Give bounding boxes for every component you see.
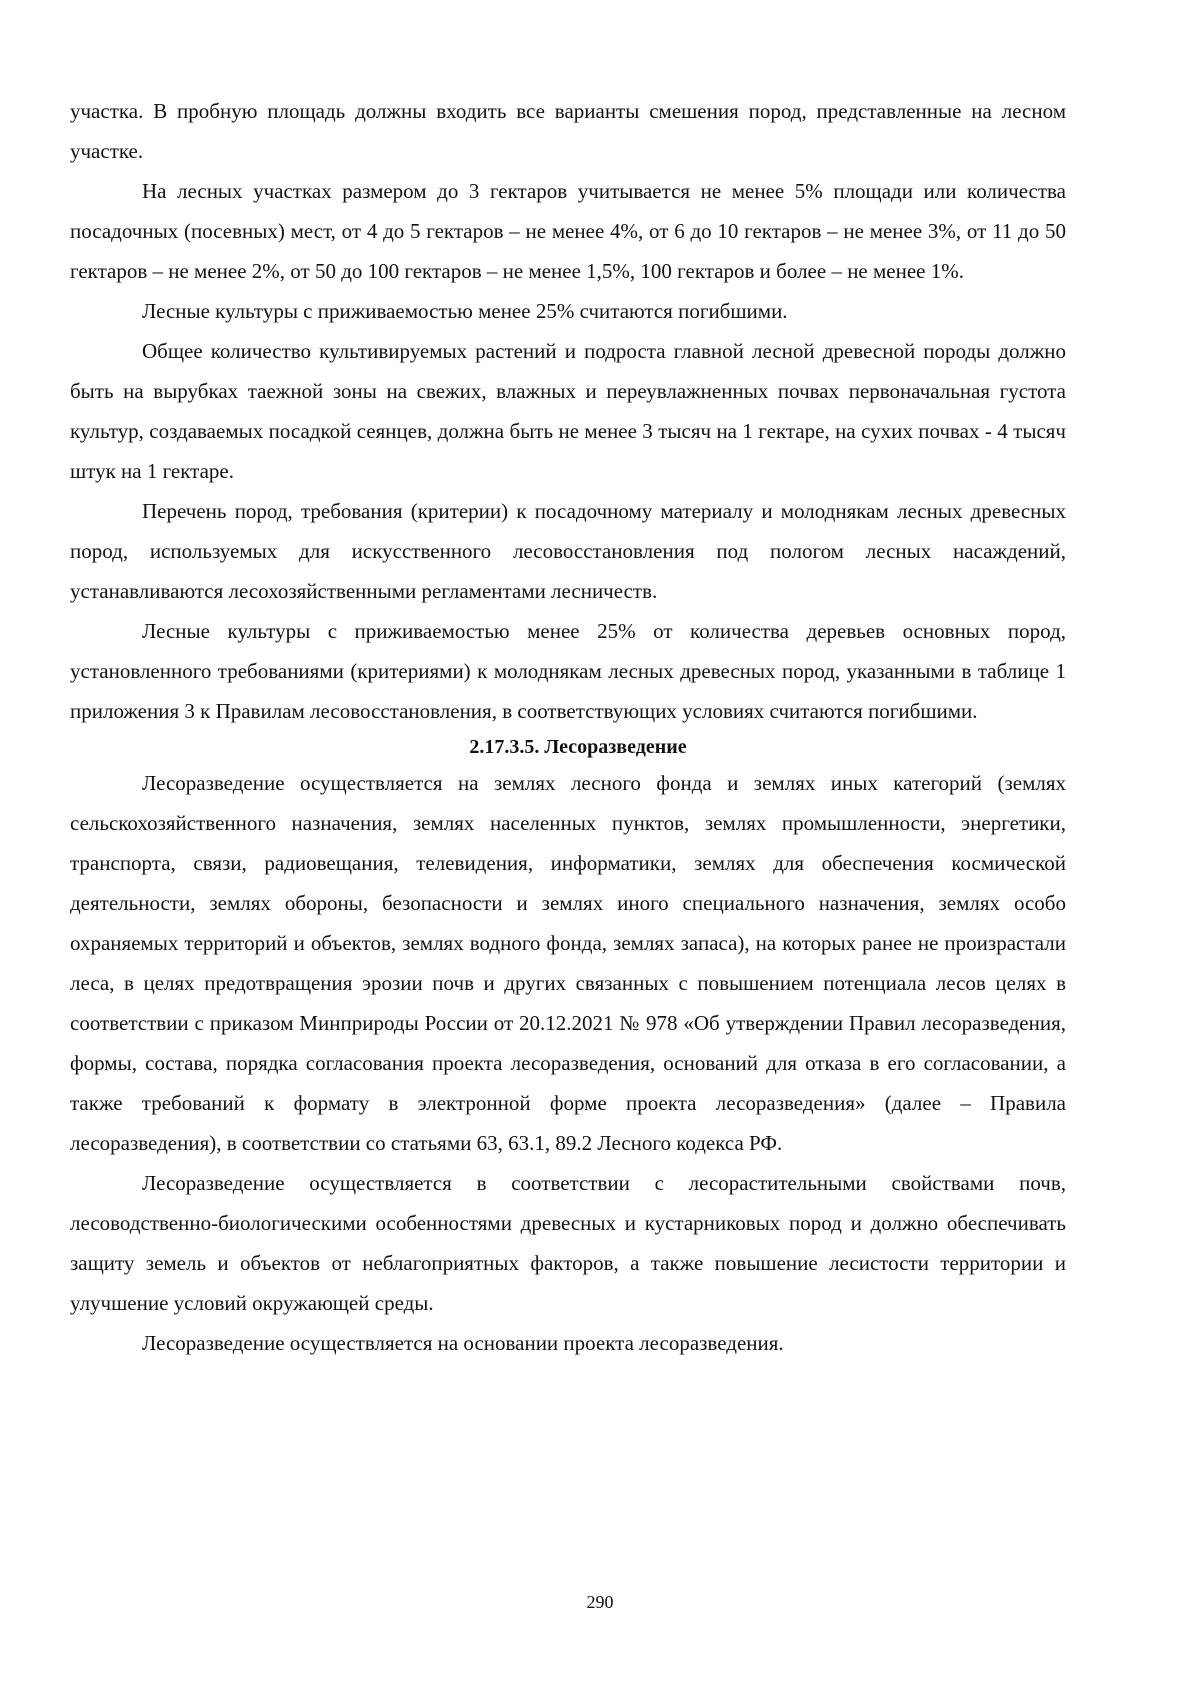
paragraph: Лесные культуры с приживаемостью менее 25% от количества деревьев основных пород, установленного требованиями (критериями) к молоднякам лесных древесных пород, указанными в таблице 1 приложения 3 к Правилам лесовосстановления, в соответствующих условиях считаются погибшими.: [70, 619, 1066, 723]
paragraph: Лесоразведение осуществляется на землях лесного фонда и землях иных категорий (землях сельскохозяйственного назначения, землях населенных пунктов, землях промышленности, энергетики, транспорта, связи, радиовещания, телевидения, информатики, землях для обеспечения космической деятельности, землях обороны, безопасности и землях иного специального назначения, землях особо охраняемых территорий и объектов, землях водного фонда, землях запаса), на которых ранее не произрастали леса, в целях предотвращения эрозии почв и других связанных с повышением потенциала лесов целях в соответствии с приказом Минприроды России от 20.12.2021 № 978 «Об утверждении Правил лесоразведения, формы, состава, порядка согласования проекта лесоразведения, оснований для отказа в его согласовании, а также требований к формату в электронной форме проекта лесоразведения» (далее – Правила лесоразведения), в соответствии со статьями 63, 63.1, 89.2 Лесного кодекса РФ.: [70, 771, 1066, 1155]
section-heading: 2.17.3.5. Лесоразведение: [469, 736, 687, 758]
paragraph: Лесоразведение осуществляется в соответствии с лесорастительными свойствами почв, лесоводственно-биологическими особенностями древесных и кустарниковых пород и должно обеспечивать защиту земель и объектов от неблагоприятных факторов, а также повышение лесистости территории и улучшение условий окружающей среды.: [70, 1171, 1066, 1315]
paragraph: участка. В пробную площадь должны входить все варианты смешения пород, представленные на лесном участке.: [70, 99, 1066, 163]
paragraph: Лесные культуры с приживаемостью менее 25% считаются погибшими.: [142, 299, 788, 323]
document-body: [70, 91, 1066, 1363]
page-number: 290: [586, 1592, 614, 1612]
paragraph: Лесоразведение осуществляется на основании проекта лесоразведения.: [142, 1331, 784, 1355]
paragraph: Общее количество культивируемых растений и подроста главной лесной древесной породы должно быть на вырубках таежной зоны на свежих, влажных и переувлажненных почвах первоначальная густота культур, создаваемых посадкой сеянцев, должна быть не менее 3 тысяч на 1 гектаре, на сухих почвах - 4 тысяч штук на 1 гектаре.: [70, 339, 1066, 483]
paragraph: Перечень пород, требования (критерии) к посадочному материалу и молоднякам лесных древесных пород, используемых для искусственного лесовосстановления под пологом лесных насаждений, устанавливаются лесохозяйственными регламентами лесничеств.: [70, 499, 1066, 603]
paragraph: На лесных участках размером до 3 гектаров учитывается не менее 5% площади или количества посадочных (посевных) мест, от 4 до 5 гектаров – не менее 4%, от 6 до 10 гектаров – не менее 3%, от 11 до 50 гектаров – не менее 2%, от 50 до 100 гектаров – не менее 1,5%, 100 гектаров и более – не менее 1%.: [70, 179, 1066, 283]
